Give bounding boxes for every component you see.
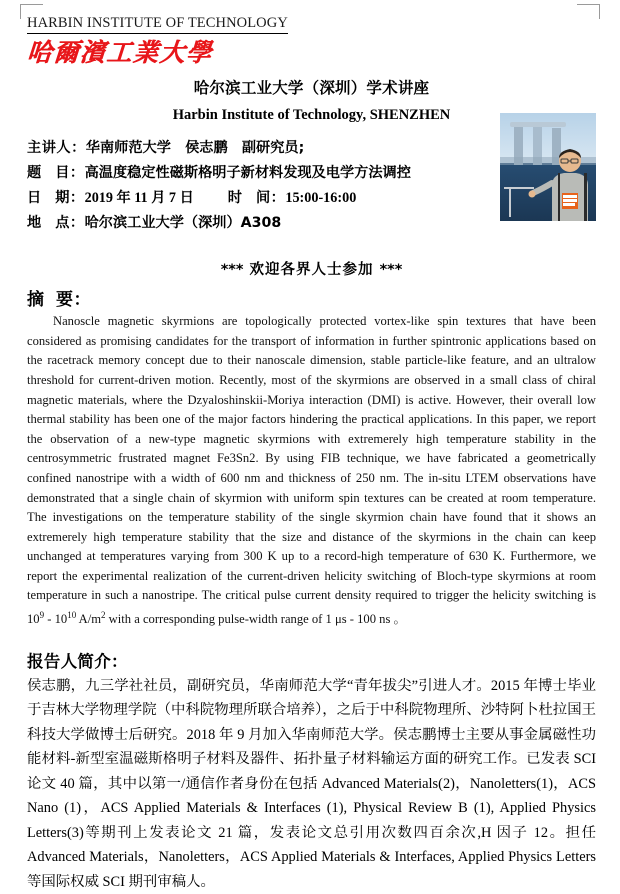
info-value-venue: 哈尔滨工业大学（深圳）A308 [84,215,282,232]
abstract-heading [27,285,596,310]
abstract-formula-base2: 10 [54,612,68,627]
bio-heading: 报告人简介： [27,651,128,671]
info-label-date: 日 [27,190,56,207]
info-label-time-colon: 间： [255,190,286,207]
welcome-text: 欢迎各界人士参加 [249,262,374,279]
bio-text: 侯志鹏，九三学社社员，副研究员，华南师范大学“青年拔尖”引进人才。2015 年博士毕业于吉林大学物理学院（中科院物理所联合培养），之后于中科院物理所、沙特阿卜杜拉国王科技大学做博士后研究。2018 年 9 月加入华南师范大学。侯志鹏博士主要从事金属磁性功能材料-新型室温磁斯格明子材料及器件、拓扑量子材料输运方面的研究工作。已发表 SCI 论文 40 篇，其中以第一/通信作者身份在包括 Advanced Materials(2)，Nanoletters(1)，ACS Nano (1)，ACS Applied Materials & Interfaces (1), Physical Review B (1), Applied Physics Letters(3)等期刊上发表论文 21 篇，发表论文总引用次数四百余次,H 因子 12。担任 Advanced Materials，Nanoletters，ACS Applied Materials & Interfaces, Applied Physics Letters 等国际权威 SCI 期刊审稿人。 [27,677,596,890]
letterhead-english-name: HARBIN INSTITUTE OF TECHNOLOGY [27,15,288,34]
welcome-line [27,258,596,279]
info-value-date: 2019 年 11 月 7 日 [84,190,194,207]
info-label-venue: 地 [27,215,56,232]
abstract-formula-unit: A/m [76,612,102,627]
abstract-heading-char2: 要： [56,290,91,311]
info-label-topic: 题 [27,165,56,182]
speaker-photo [500,113,596,221]
info-label-date-colon: 期： [55,190,85,207]
abstract-heading-char1: 摘 [27,290,56,311]
page-title-chinese: 哈尔滨工业大学（深圳）学术讲座 [193,79,430,98]
abstract-formula-exponent1: 9 [39,610,45,621]
page-title-english: Harbin Institute of Technology, SHENZHEN [172,107,451,124]
abstract-text-part1: Nanoscle magnetic skyrmions are topologically protected vortex-like spin textures that have been considered as promising candidates for the transport of information in further spintronic applications based on the racetrack memory concept due to their nanoscale dimension, stable particle-like feature, and an ultralow threshold for current-driven motion. Recently, most of the skyrmions are observed in a small class of chiral magnetic materials, where the Dzyaloshinskii-Moriya interaction (DMI) is active. However, their overall low thermal stability has been one of the major factors hindering the practical applications. In this paper, we report the observation of a new-type magnetic skyrmions with extremerely high temperature stability in the centrosymmetric frustrated magnet Fe3Sn2. By using FIB technique, we have fabricated a geometrically confined nanostripe with a width of 600 nm and thickness of 250 nm. The in-situ LTEM observations have demonstrated that a single chain of skyrmion with uniform spin textures can be created at room temperature. The investigations on the temperature stability of the single skyrmion chain have found that it shows an extremerely high temperature stability that the size and distance of the skyrmions in the chain can keep unchanged at temperatures varying from 300 K up to a record-high temperature of 630 K. Furthermore, we report the experimental realization of the current-driven helicity switching of Bloch-type skyrmions at room temperature in such a nanostripe. The critical pulse current density required to trigger the helicity switching is [27,314,596,603]
letterhead [27,14,596,66]
info-value-topic: 高温度稳定性磁斯格明子新材料发现及电学方法调控 [84,165,411,182]
info-label-time: 时 [227,190,256,207]
abstract-formula-dash: - [44,612,55,627]
welcome-stars-right: *** [379,262,403,279]
abstract-formula-exponent2: 10 [67,610,77,621]
info-label-topic-colon: 目： [55,165,85,182]
letterhead-chinese-logo: 哈爾濱工業大學 [26,37,214,67]
welcome-stars-left: *** [220,262,244,279]
bio-body [27,674,596,894]
abstract-body [27,312,596,630]
info-label-venue-colon: 点： [55,215,85,232]
abstract-formula-unit-exponent: 2 [101,610,106,621]
info-value-speaker: 华南师范大学 侯志鹏 副研究员; [85,140,305,157]
info-label-speaker: 主讲人： [27,140,86,157]
abstract-formula-base1: 10 [27,612,40,627]
info-value-time: 15:00-16:00 [285,190,357,207]
abstract-text-part2: with a corresponding pulse-width range of 1 μs - 100 ns 。 [105,612,407,627]
speaker-photo-image [500,113,596,221]
